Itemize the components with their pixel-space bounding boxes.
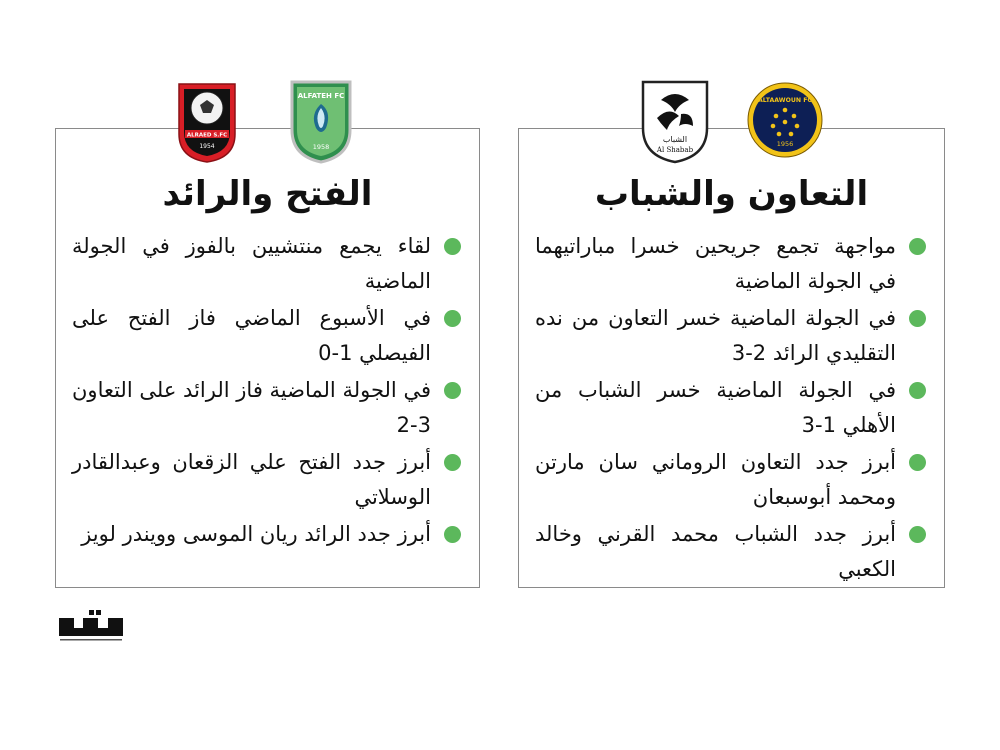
svg-text:الشباب: الشباب	[662, 135, 688, 144]
list-item: في الجولة الماضية خسر الشباب من الأهلي 1-3	[535, 373, 926, 443]
card-title: التعاون والشباب	[594, 174, 869, 214]
match-card-alfateh-alraed	[55, 128, 480, 588]
list-item: أبرز جدد التعاون الروماني سان مارتن ومحمد أبوسبعان	[535, 445, 926, 515]
card-title: الفتح والرائد	[162, 174, 373, 214]
bullet-icon	[909, 238, 926, 255]
bullet-icon	[444, 382, 461, 399]
facts-list	[535, 229, 926, 589]
svg-text:Al Shabab: Al Shabab	[656, 146, 694, 154]
svg-text:ALFATEH FC: ALFATEH FC	[297, 92, 345, 100]
alfateh-club-crest-icon	[288, 78, 354, 164]
svg-text:ALTAAWOUN FC: ALTAAWOUN FC	[758, 97, 812, 104]
bullet-icon	[444, 454, 461, 471]
list-item: في الأسبوع الماضي فاز الفتح على الفيصلي 1-0	[72, 301, 461, 371]
list-item: أبرز جدد الفتح علي الزقعان وعبدالقادر الوسلاتي	[72, 445, 461, 515]
facts-list	[72, 229, 461, 554]
list-item: لقاء يجمع منتشيين بالفوز في الجولة الماضية	[72, 229, 461, 299]
list-item: في الجولة الماضية فاز الرائد على التعاون 3-2	[72, 373, 461, 443]
bullet-icon	[444, 526, 461, 543]
list-item: أبرز جدد الشباب محمد القرني وخالد الكعبي	[535, 517, 926, 587]
bullet-icon	[909, 382, 926, 399]
list-item: أبرز جدد الرائد ريان الموسى وويندر لويز	[72, 517, 461, 552]
match-card-altaawoun-alshabab	[518, 128, 945, 588]
makkah-newspaper-logo-icon	[56, 606, 126, 646]
svg-text:1954: 1954	[199, 143, 215, 150]
alraed-club-crest-icon	[175, 78, 239, 164]
bullet-icon	[909, 454, 926, 471]
alshabab-club-crest-icon	[639, 78, 711, 164]
list-item: في الجولة الماضية خسر التعاون من نده التقليدي الرائد 2-3	[535, 301, 926, 371]
altaawoun-club-crest-icon	[746, 80, 824, 160]
list-item: مواجهة تجمع جريحين خسرا مباراتيهما في الجولة الماضية	[535, 229, 926, 299]
bullet-icon	[444, 238, 461, 255]
svg-text:ALRAED S.FC: ALRAED S.FC	[186, 132, 228, 139]
svg-text:1956: 1956	[776, 140, 794, 148]
bullet-icon	[444, 310, 461, 327]
bullet-icon	[909, 526, 926, 543]
bullet-icon	[909, 310, 926, 327]
svg-text:1958: 1958	[312, 143, 330, 151]
